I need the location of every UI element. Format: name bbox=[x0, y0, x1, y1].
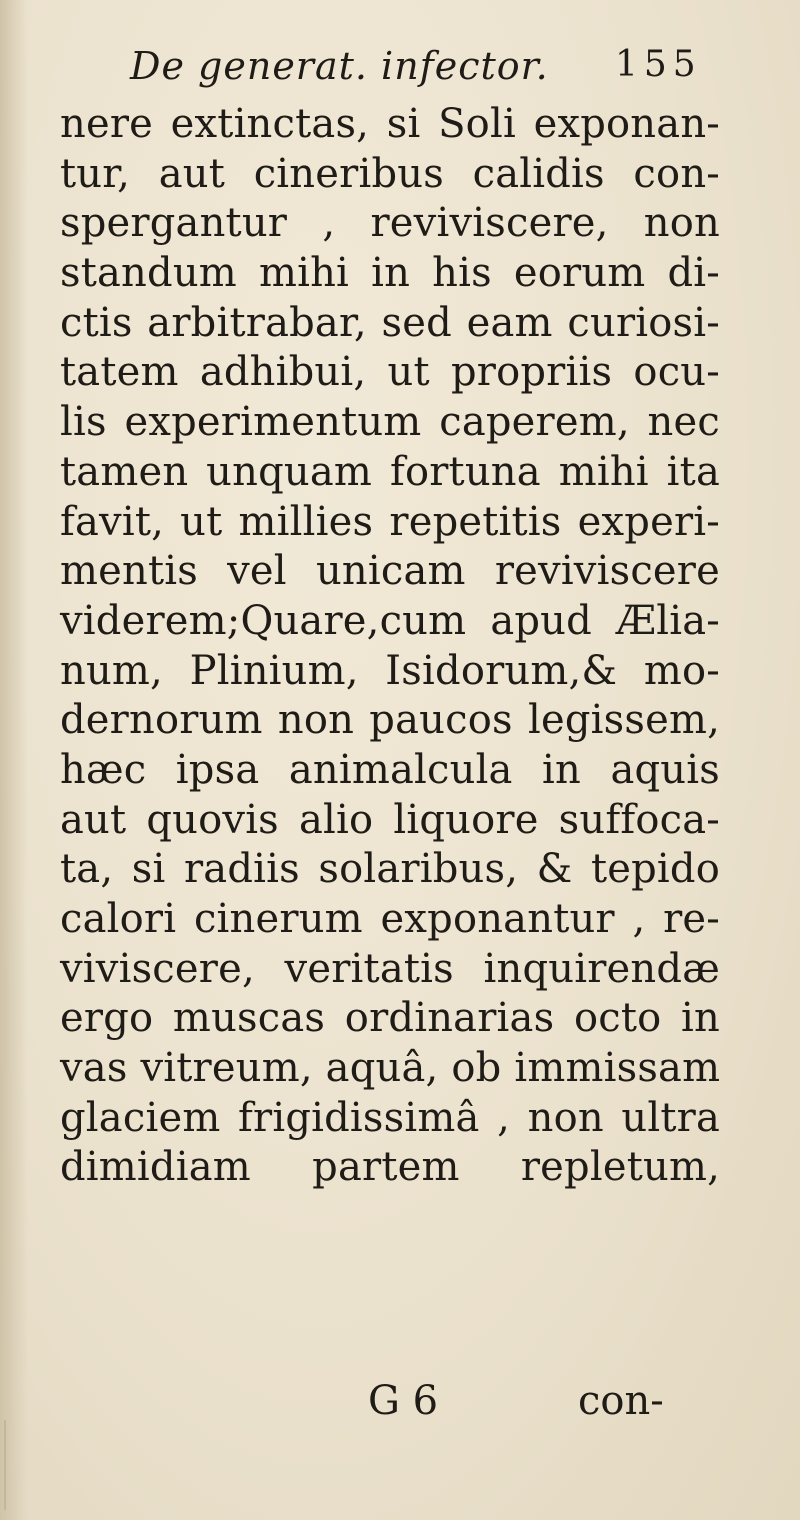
text-line: tur, aut cineribus calidis con- bbox=[60, 150, 720, 197]
text-line: calori cinerum exponantur , re- bbox=[60, 896, 720, 942]
text-line: nere extinctas, si Soli exponan- bbox=[60, 101, 720, 147]
body-text bbox=[60, 100, 720, 1193]
text-line: dernorum non paucos legissem, bbox=[60, 697, 720, 744]
text-line: dimidiam partem repletum, bbox=[60, 1144, 720, 1191]
text-line: tatem adhibui, ut propriis ocu- bbox=[60, 349, 720, 396]
text-line: ctis arbitrabar, sed eam curiosi- bbox=[60, 299, 720, 346]
signature-mark: G 6 bbox=[368, 1378, 439, 1424]
text-line: viviscere, veritatis inquirendæ bbox=[60, 945, 720, 992]
text-line: favit, ut millies repetitis experi- bbox=[60, 498, 720, 545]
text-line: aut quovis alio liquore suffoca- bbox=[60, 796, 720, 843]
page-number: 155 bbox=[615, 44, 702, 85]
text-line: ergo muscas ordinarias octo in bbox=[60, 995, 720, 1042]
text-line: vas vitreum, aquâ, ob immissam bbox=[60, 1045, 721, 1092]
text-line: spergantur , reviviscere, non bbox=[60, 200, 720, 247]
running-head-title: De generat. infector. bbox=[130, 44, 549, 88]
text-line: glaciem frigidissimâ , non ultra bbox=[60, 1094, 720, 1141]
text-line: tamen unquam fortuna mihi ita bbox=[60, 448, 720, 495]
catchword: con- bbox=[578, 1378, 664, 1424]
gutter-shadow bbox=[0, 0, 28, 1520]
text-line: num, Plinium, Isidorum,& mo- bbox=[60, 647, 720, 694]
text-line: lis experimentum caperem, nec bbox=[60, 399, 720, 446]
page-edge-mark bbox=[4, 1420, 6, 1510]
catchline bbox=[0, 1378, 800, 1428]
running-head bbox=[0, 44, 800, 94]
text-line: ta, si radiis solaribus, & tepido bbox=[60, 846, 720, 893]
text-line: mentis vel unicam reviviscere bbox=[60, 548, 720, 595]
text-line: viderem;Quare,cum apud Ælia- bbox=[60, 597, 720, 644]
text-line: hæc ipsa animalcula in aquis bbox=[60, 746, 720, 793]
text-line: standum mihi in his eorum di- bbox=[60, 250, 720, 297]
